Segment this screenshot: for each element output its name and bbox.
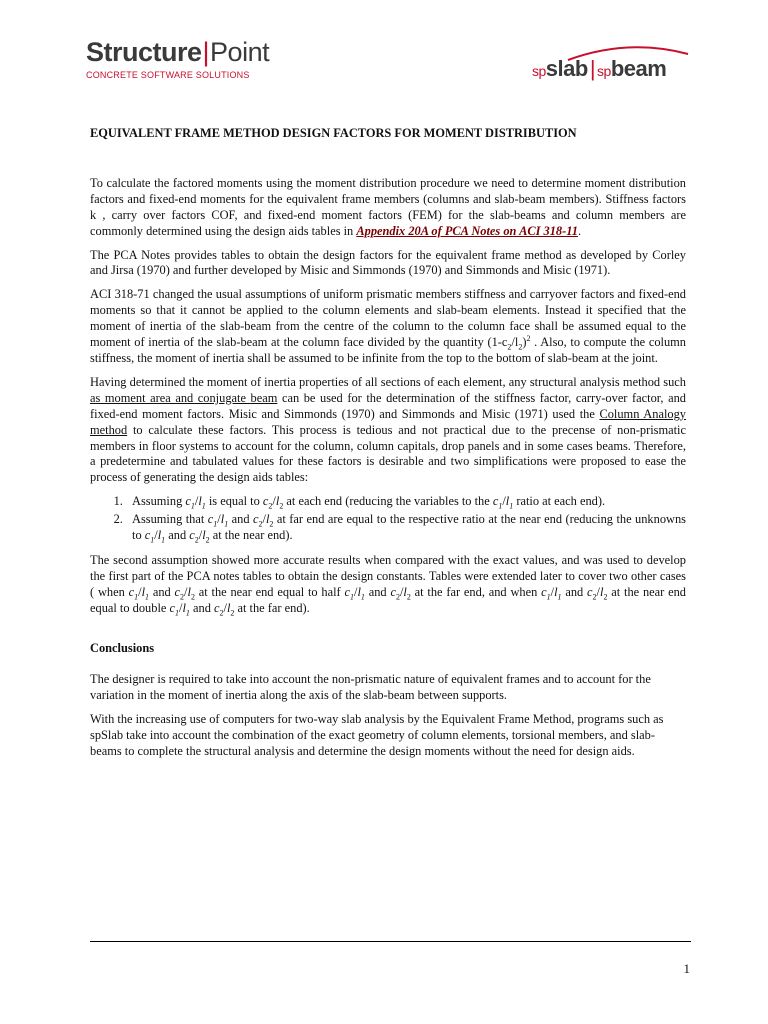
spslab-spbeam-logo (532, 44, 690, 80)
paragraph-intro: To calculate the factored moments using the moment distribution procedure we need to determine moment distribution factors and fixed-end moments for the equivalent frame members (columns and slab-beam members). Stiffness factors k , carry over factors COF, and fixed-end moment factors (FEM) for the slab-beams and column members are commonly determined using the design aids tables in Appendix 20A of PCA Notes on ACI 318-11. (90, 175, 686, 238)
conclusions-heading: Conclusions (90, 640, 155, 655)
list-item: 2. Assuming that $c_1/l_1$ and $c_2/l_2$ at far end are equal to the respective ratio at the near end (reducing the unknowns to $c_1/l_1$ and $c_2/l_2$ at the near end). (126, 512, 686, 544)
list-item: 1. Assuming $c_1/l_1$ is equal to $c_2/l_2$ at each end (reducing the variables to the $c_1/l_1$ ratio at each end). (126, 494, 686, 510)
paragraph-conclusion-2: With the increasing use of computers for two-way slab analysis by the Equivalent Frame Method, programs such as spSlab take into account the combination of the exact geometry of column elements, torsional members, and slab-beams to complete the structural analysis and determine the design moments without the need for design aids. (90, 712, 664, 759)
appendix-link[interactable]: Appendix 20A of PCA Notes on ACI 318-11 (356, 223, 578, 238)
column-analogy-link[interactable]: Column Analogy method (90, 406, 686, 437)
paragraph-pca-notes: The PCA Notes provides tables to obtain the design factors for the equivalent frame method as developed by Corley and Jirsa (1970) and further developed by Misic and Simmonds (1970) and Simmonds and Misic (1971). (90, 247, 686, 278)
logo-tagline: CONCRETE SOFTWARE SOLUTIONS (86, 70, 250, 80)
paragraph-aci-318-71: ACI 318-71 changed the usual assumptions of uniform prismatic members stiffness and carryover factors and fixed-end moments so that it cannot be applied to the column elements and slab-beam elements. Instead it specified that the moment of inertia of the slab-beam from the centre of the column to the column face shall be assumed equal to the moment of inertia of the slab-beam at the column face divided by the quantity $(1-c_2/l_2)^2$ . Also, to compute the column stiffness, the moment of inertia shall be assumed to be infinite from the top to the bottom of slab-beam at the joint. (90, 287, 686, 365)
moment-area-link[interactable]: as moment area and conjugate beam (90, 390, 278, 405)
paragraph-analysis-methods: Having determined the moment of inertia properties of all sections of each element, any structural analysis method such as moment area and conjugate beam can be used for the determination of the stiffness factor, carry-over factor, and fixed-end moment factors. Misic and Simmonds (1970) and Simmonds and Misic (1971) used the Column Analogy method to calculate these factors. This process is tedious and not practical due to the precense of non-prismatic members in floor systems to account for the column, column capitals, drop panels and in some cases beams. Therefore, a predetermine and tabulated values for these factors is desirable and two simplifications were proposed to ease the process of generating the design aids tables: (90, 374, 686, 485)
simplifications-list (90, 494, 686, 544)
footer-divider (90, 941, 691, 942)
paragraph-second-assumption: The second assumption showed more accurate results when compared with the exact values, and was used to develop the first part of the PCA notes tables to obtain the design constants. Tables were extended later to cover two other cases ( when $c_1/l_1$ and $c_2/l_2$ at the near end equal to half $c_1/l_1$ and $c_2/l_2$ at the far end, and when $c_1/l_1$ and $c_2/l_2$ at the near end equal to double $c_1/l_1$ and $c_2/l_2$ at the far end). (90, 552, 687, 618)
page-number: 1 (683, 961, 690, 976)
document-body (90, 126, 686, 768)
paragraph-conclusion-1: The designer is required to take into account the non-prismatic nature of equivalent frames and to account for the variation in the moment of inertia along the axis of the slab-beam between supports. (90, 672, 651, 703)
logo-wordmark: Structure|Point (86, 37, 270, 67)
document-title: EQUIVALENT FRAME METHOD DESIGN FACTORS FOR MOMENT DISTRIBUTION (90, 126, 577, 140)
structurepoint-logo (86, 37, 269, 80)
product-wordmark: spslab| spbeam (532, 56, 667, 81)
